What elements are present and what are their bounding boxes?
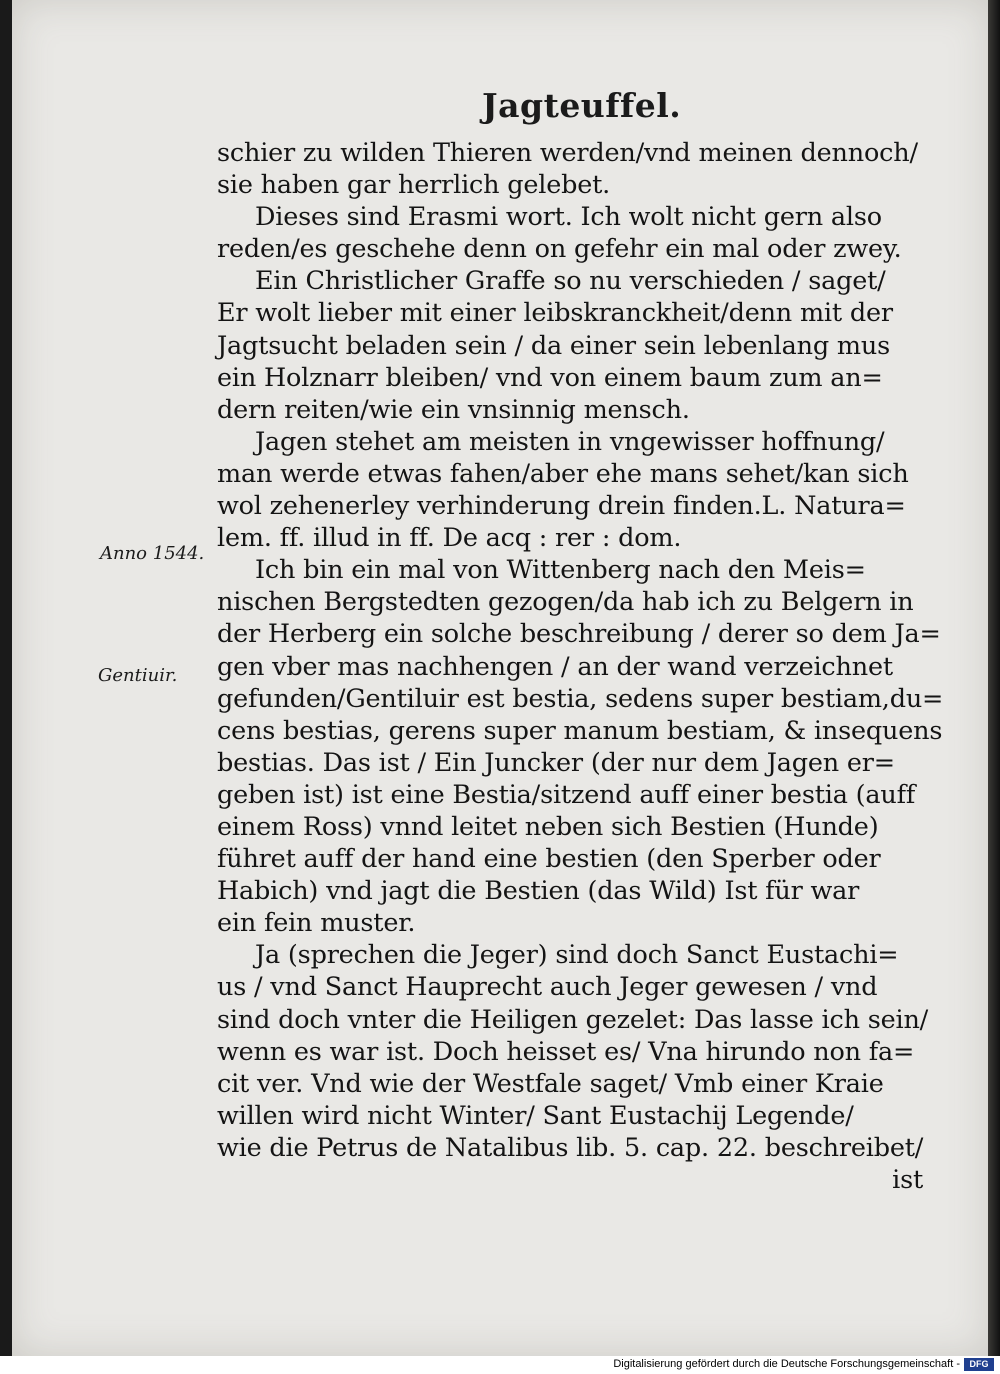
text-line: nischen Bergstedten gezogen/da hab ich zu Belgern in <box>217 587 914 618</box>
text-line: Jagtsucht beladen sein / da einer sein lebenlang mus <box>217 330 890 361</box>
text-line: dern reiten/wie ein vnsinnig mensch. <box>217 394 690 425</box>
text-line: Ein Christlicher Graffe so nu verschieden / saget/ <box>255 266 886 297</box>
text-line: Dieses sind Erasmi wort. Ich wolt nicht gern also <box>255 202 882 233</box>
dfg-logo-icon: DFG <box>964 1358 994 1371</box>
catchword: ist <box>892 1165 923 1195</box>
text-line: gefunden/Gentiluir est bestia, sedens super bestiam,du= <box>217 683 944 714</box>
text-line: führet auff der hand eine bestien (den Sperber oder <box>217 844 881 875</box>
text-line: Ja (sprechen die Jeger) sind doch Sanct Eustachi= <box>255 940 899 971</box>
text-line: der Herberg ein solche beschreibung / derer so dem Ja= <box>217 619 941 650</box>
text-line: Habich) vnd jagt die Bestien (das Wild) Ist für war <box>217 876 860 907</box>
text-line: cens bestias, gerens super manum bestiam, & insequens <box>217 715 943 746</box>
text-line: reden/es geschehe denn on gefehr ein mal oder zwey. <box>217 234 902 265</box>
text-line: sind doch vnter die Heiligen gezelet: Das lasse ich sein/ <box>217 1004 929 1035</box>
text-line: willen wird nicht Winter/ Sant Eustachij Legende/ <box>217 1100 854 1131</box>
text-line: schier zu wilden Thieren werden/vnd meinen dennoch/ <box>217 138 918 168</box>
text-line: ein fein muster. <box>217 908 416 939</box>
text-line: wol zehenerley verhinderung drein finden.L. Natura= <box>217 491 906 522</box>
text-line: einem Ross) vnnd leitet neben sich Bestien (Hunde) <box>217 811 879 842</box>
text-line: lem. ff. illud in ff. De acq : rer : dom. <box>217 523 682 554</box>
margin-note-gentiuir: Gentiuir. <box>98 665 178 686</box>
text-line: Er wolt lieber mit einer leibskranckheit/denn mit der <box>217 298 893 329</box>
text-line: us / vnd Sanct Hauprecht auch Jeger gewesen / vnd <box>217 972 878 1003</box>
text-line: ein Holznarr bleiben/ vnd von einem baum zum an= <box>217 362 883 393</box>
text-line: Jagen stehet am meisten in vngewisser hoffnung/ <box>255 426 885 457</box>
text-line: sie haben gar herrlich gelebet. <box>217 170 611 201</box>
footer-text: Digitalisierung gefördert durch die Deutsche Forschungsgemeinschaft - <box>613 1358 960 1370</box>
text-line: wenn es war ist. Doch heisset es/ Vna hirundo non fa= <box>217 1036 915 1067</box>
text-line: man werde etwas fahen/aber ehe mans sehet/kan sich <box>217 458 909 489</box>
body-text <box>217 137 944 1196</box>
text-line: cit ver. Vnd wie der Westfale saget/ Vmb einer Kraie <box>217 1068 884 1099</box>
text-line: bestias. Das ist / Ein Juncker (der nur dem Jagen er= <box>217 747 895 778</box>
running-head: Jagteuffel. <box>482 86 682 125</box>
book-page <box>12 0 990 1356</box>
text-line: geben ist) ist eine Bestia/sitzend auff einer bestia (auff <box>217 779 916 810</box>
text-line: wie die Petrus de Natalibus lib. 5. cap. 22. beschreibet/ <box>217 1132 924 1163</box>
text-line: Ich bin ein mal von Wittenberg nach den Meis= <box>255 555 866 586</box>
page-edge <box>988 0 1000 1356</box>
text-line: gen vber mas nachhengen / an der wand verzeichnet <box>217 651 893 682</box>
footer-bar <box>0 1356 1000 1374</box>
margin-note-anno: Anno 1544. <box>100 543 205 564</box>
